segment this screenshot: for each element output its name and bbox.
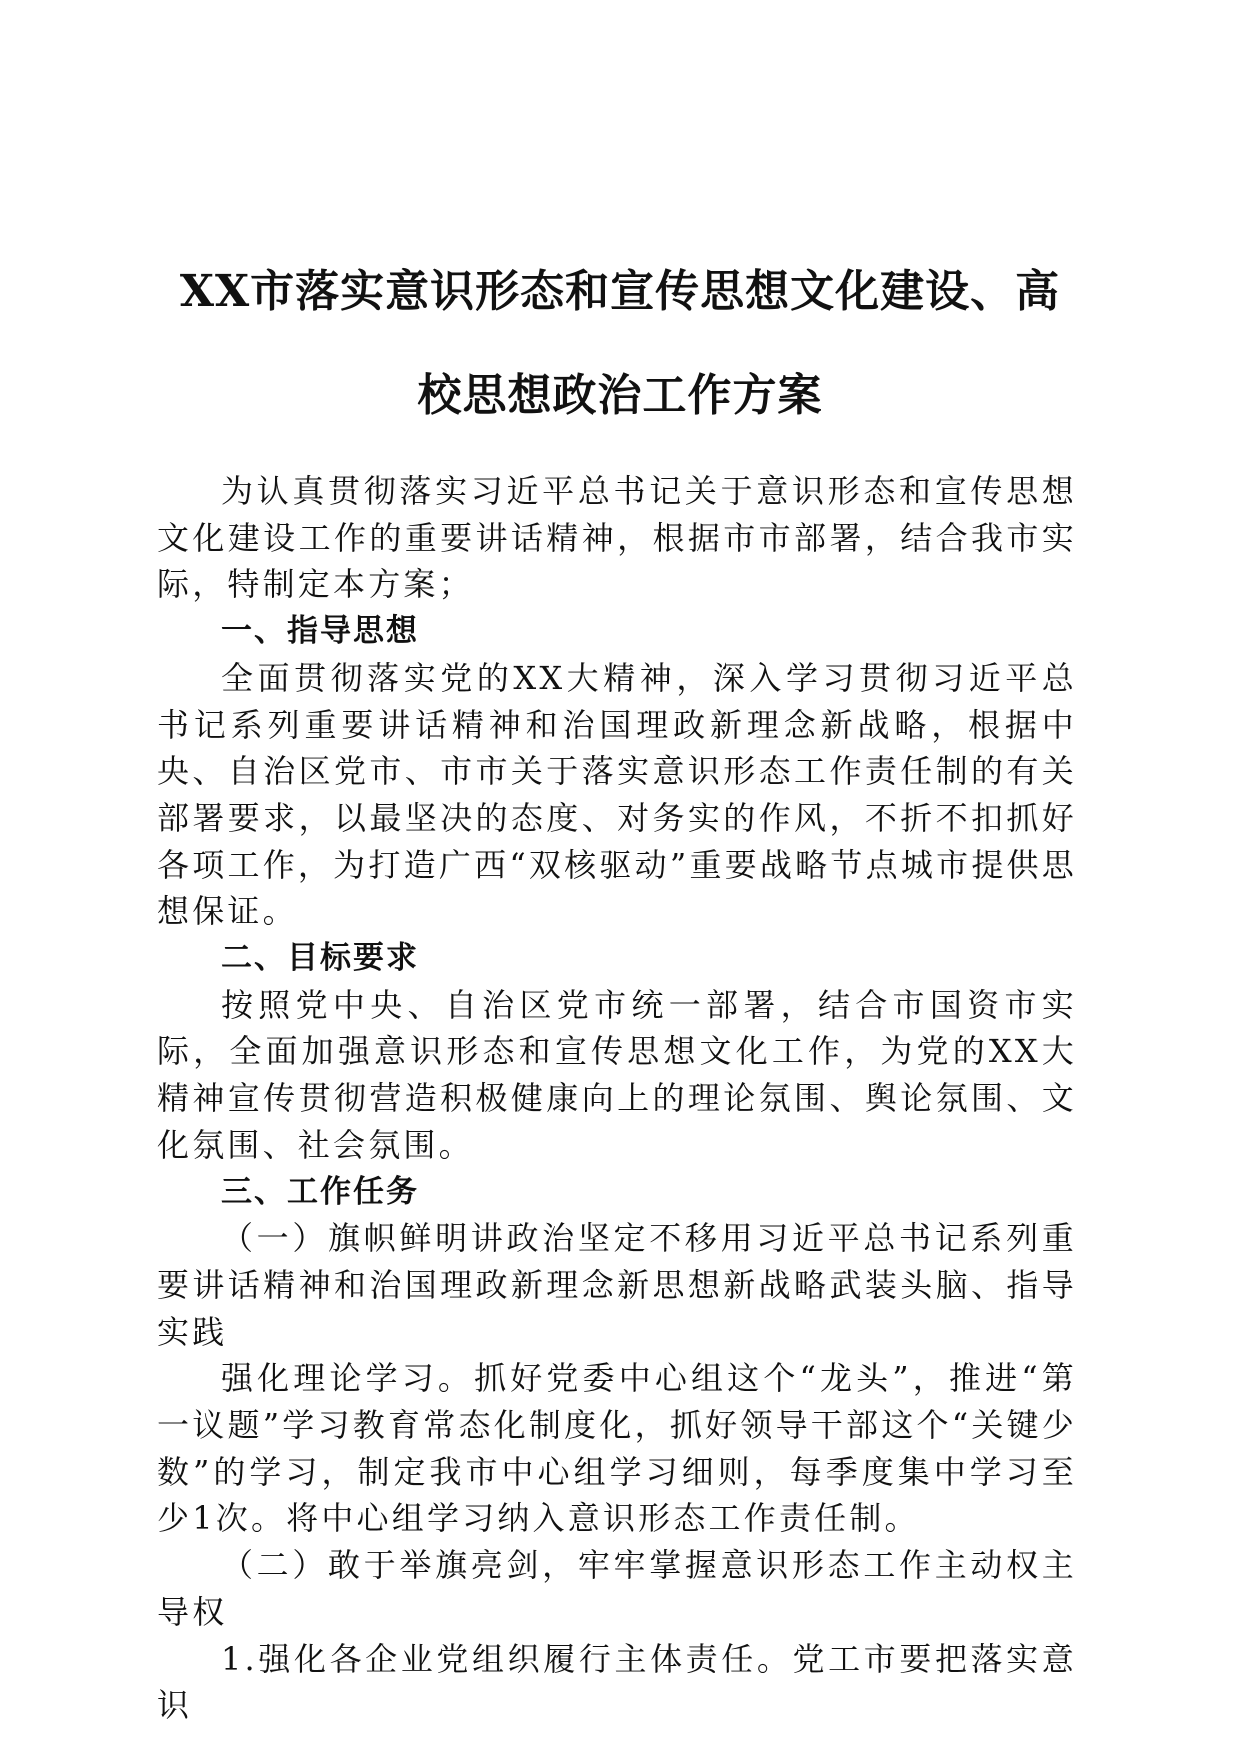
section-heading-tasks: 三、工作任务	[221, 1173, 419, 1210]
subsection-paragraph-1: 强化理论学习。抓好党委中心组这个“龙头”，推进“第一议题”学习教育常态化制度化，抓好领导干部这个“关键少数”的学习，制定我市中心组学习细则，每季度集中学习至少1次。将中心组学习纳入意识形态工作责任制。	[157, 1359, 1077, 1538]
title-line-1: XX市落实意识形态和宣传思想文化建设、高	[179, 266, 1061, 317]
section-heading-guiding-thought: 一、指导思想	[221, 613, 419, 650]
subsection-heading-2: （二）敢于举旗亮剑，牢牢掌握意识形态工作主动权主导权	[157, 1546, 1077, 1631]
document-body	[157, 468, 1077, 1729]
section-paragraph-objectives: 按照党中央、自治区党市统一部署，结合市国资市实际，全面加强意识形态和宣传思想文化工作，为党的XX大精神宣传贯彻营造积极健康向上的理论氛围、舆论氛围、文化氛围、社会氛围。	[157, 985, 1077, 1164]
document-title	[150, 240, 1090, 448]
intro-paragraph: 为认真贯彻落实习近平总书记关于意识形态和宣传思想文化建设工作的重要讲话精神，根据市市部署，结合我市实际，特制定本方案；	[157, 472, 1077, 604]
subsection-heading-1: （一）旗帜鲜明讲政治坚定不移用习近平总书记系列重要讲话精神和治国理政新理念新思想新战略武装头脑、指导实践	[157, 1219, 1077, 1351]
section-paragraph-guiding-thought: 全面贯彻落实党的XX大精神，深入学习贯彻习近平总书记系列重要讲话精神和治国理政新理念新战略，根据中央、自治区党市、市市关于落实意识形态工作责任制的有关部署要求，以最坚决的态度、对务实的作风，不折不扣抓好各项工作，为打造广西“双核驱动”重要战略节点城市提供思想保证。	[157, 658, 1077, 931]
section-heading-objectives: 二、目标要求	[221, 940, 419, 977]
subsection-item-1: 1.强化各企业党组织履行主体责任。党工市要把落实意识	[157, 1639, 1077, 1725]
title-line-2: 校思想政治工作方案	[417, 370, 823, 421]
